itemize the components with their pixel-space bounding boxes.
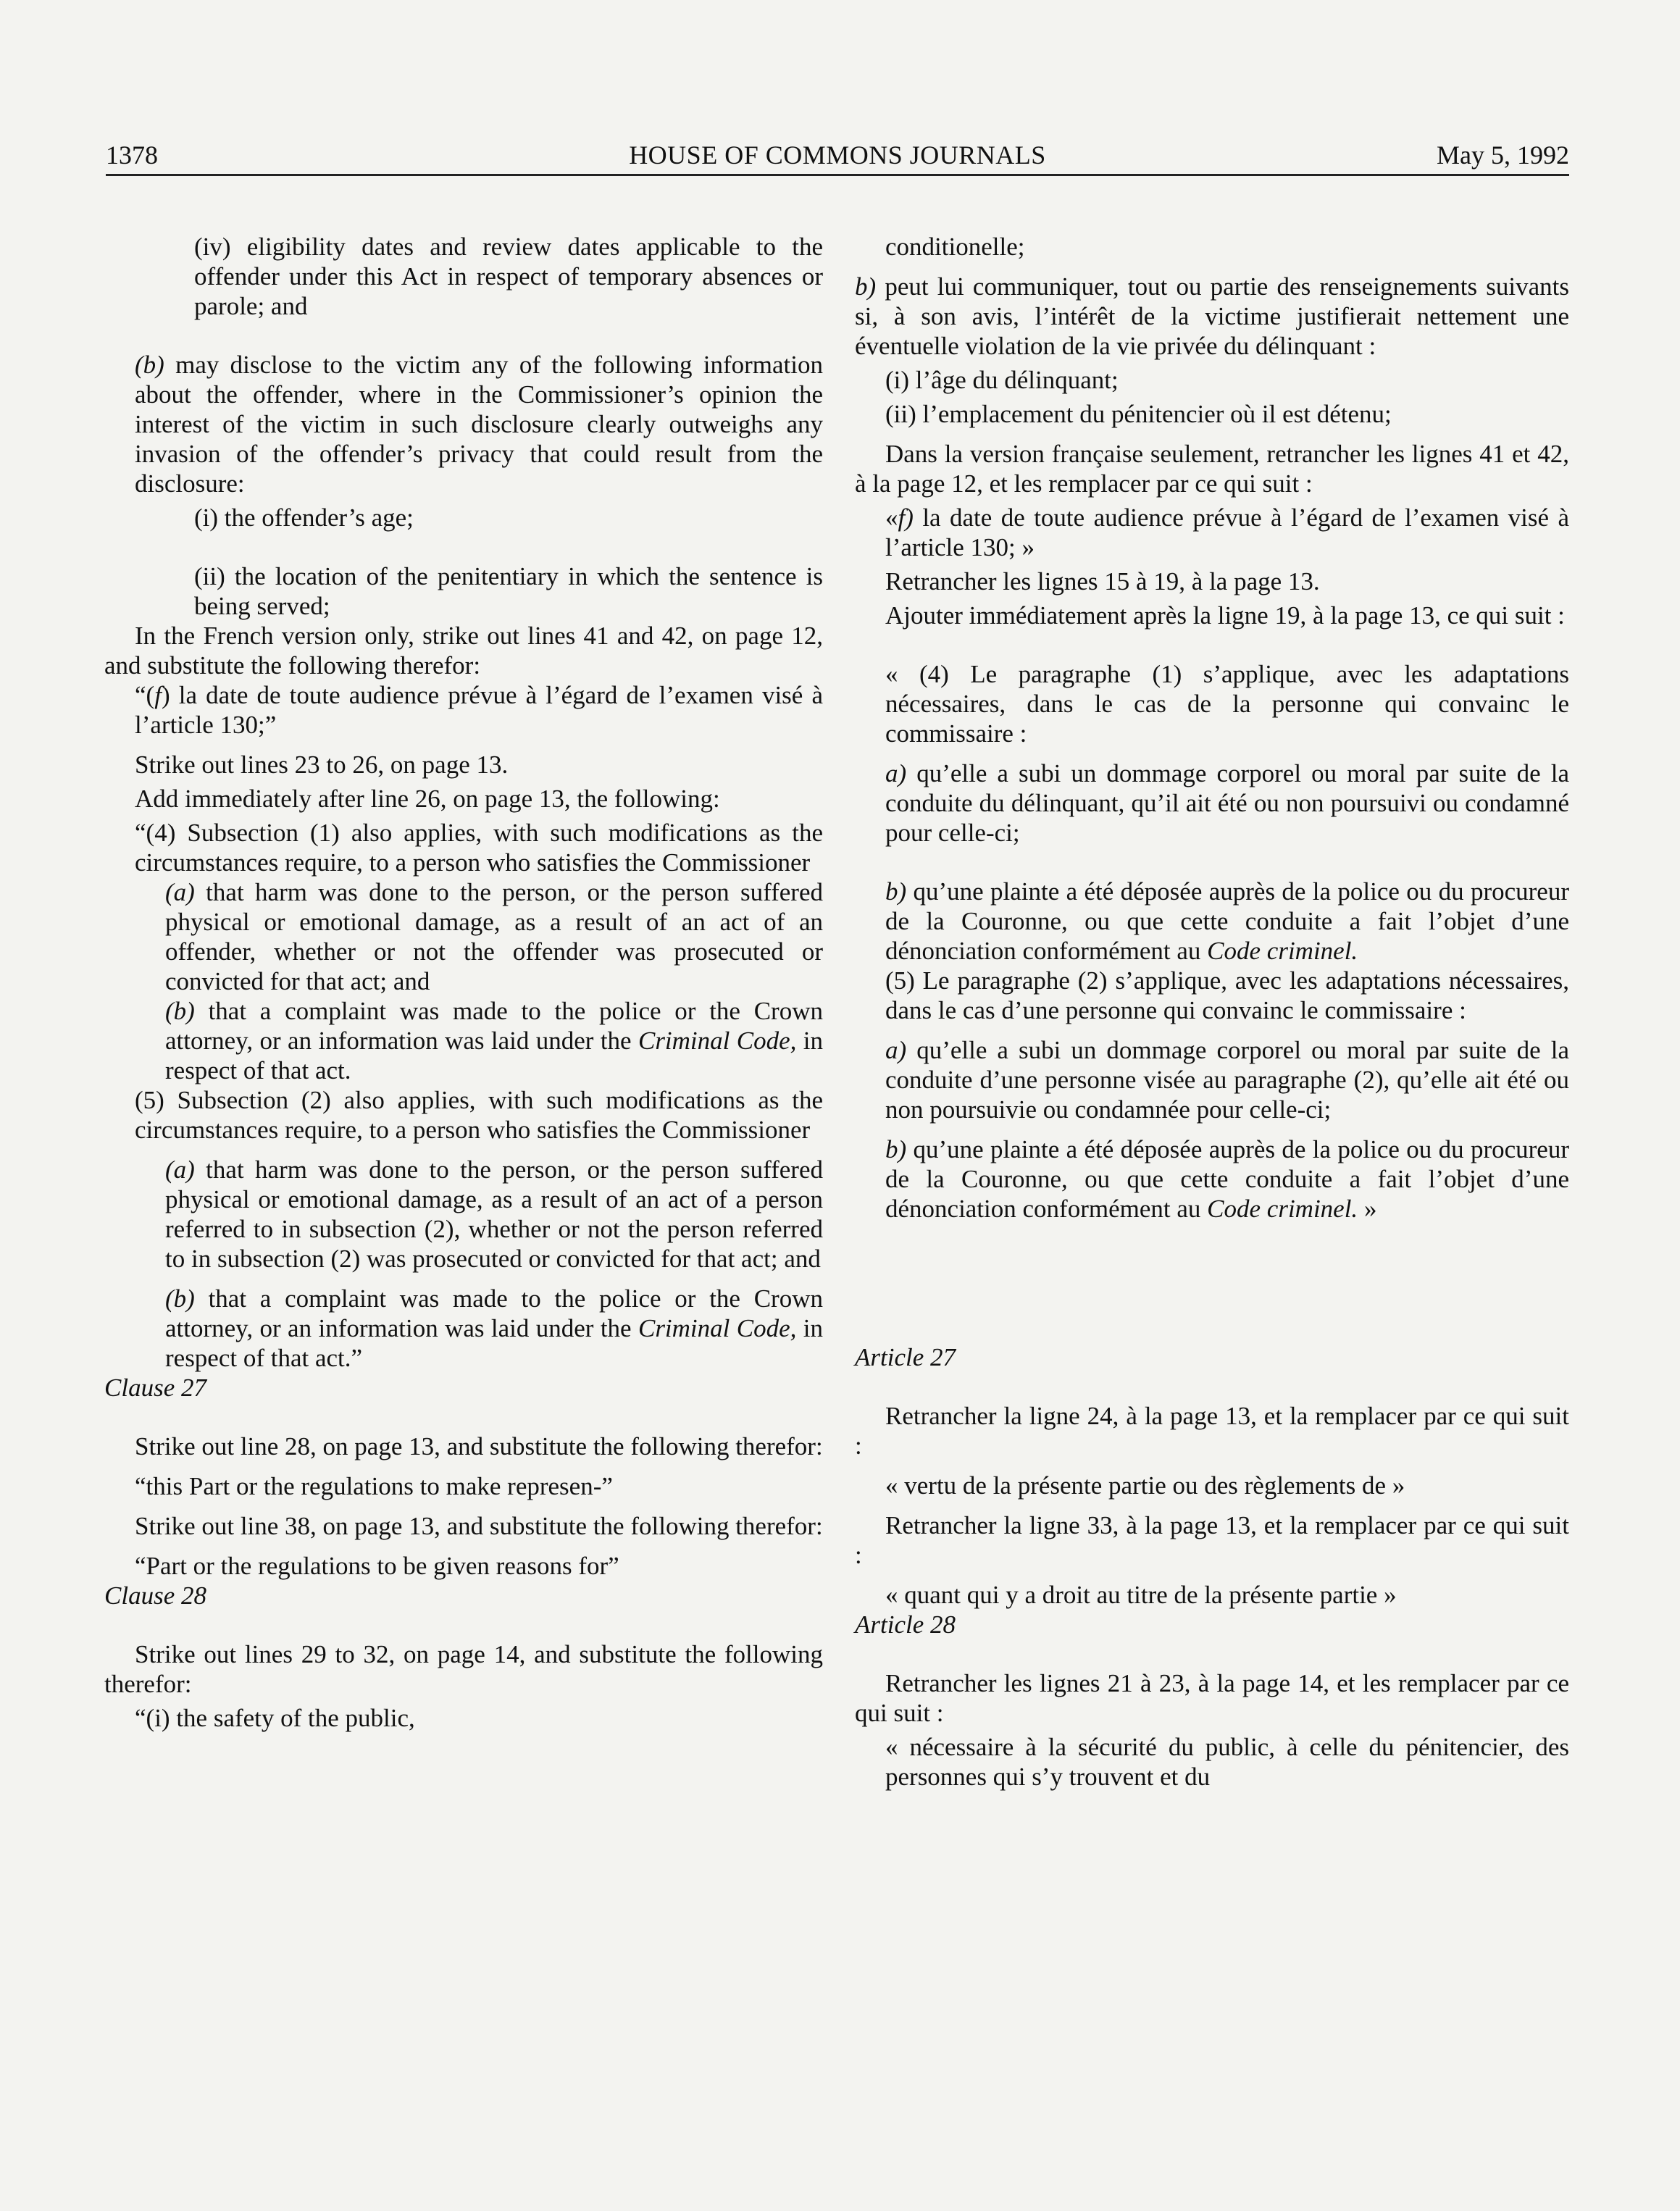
paragraph: Retrancher la ligne 24, à la page 13, et la remplacer par ce qui suit :: [855, 1402, 1569, 1460]
paragraph-text: in respect of that act.”: [165, 1314, 823, 1372]
item-mark: (a): [165, 878, 195, 906]
paragraph-text: peut lui communiquer, tout ou partie des renseignements suivants si, à son avis, l’intérêt de la victime justifierait nettement une éventuelle violation de la vie privée du délinquant :: [855, 272, 1569, 360]
paragraph-text: that a complaint was made to the police or the Crown attorney, or an information was laid under the: [165, 1284, 823, 1342]
paragraph: [104, 680, 823, 740]
paragraph-text: la date de toute audience prévue à l’égard de l’examen visé à l’article 130; »: [885, 503, 1569, 561]
paragraph: (i) the offender’s age;: [194, 503, 414, 532]
paragraph: « vertu de la présente partie ou des règlements de »: [885, 1471, 1405, 1500]
paragraph: [104, 877, 823, 996]
paragraph: Add immediately after line 26, on page 13, the following:: [135, 785, 720, 813]
paragraph-text: qu’elle a subi un dommage corporel ou moral par suite de la conduite d’une personne visée au paragraphe (2), qu’elle ait été ou non poursuivie ou condamnée pour celle-ci;: [885, 1036, 1569, 1124]
paragraph: « nécessaire à la sécurité du public, à celle du pénitencier, des personnes qui s’y trouvent et du: [885, 1733, 1569, 1791]
paragraph: [855, 877, 1569, 966]
paragraph: “this Part or the regulations to make represen-”: [135, 1472, 613, 1500]
item-mark: (b): [135, 351, 164, 379]
journal-date: May 5, 1992: [1437, 141, 1569, 170]
paragraph: Strike out line 28, on page 13, and substitute the following therefor:: [135, 1432, 823, 1460]
paragraph: [104, 350, 823, 498]
item-mark: (a): [165, 1155, 195, 1184]
code-reference: Criminal Code,: [638, 1314, 797, 1342]
clause-heading: Clause 28: [104, 1581, 206, 1610]
item-mark: (b): [165, 1284, 195, 1313]
paragraph: [855, 1035, 1569, 1124]
english-column: [104, 232, 823, 1733]
paragraph: [104, 1155, 823, 1274]
paragraph: (ii) l’emplacement du pénitencier où il est détenu;: [885, 400, 1392, 428]
paragraph: Ajouter immédiatement après la ligne 19, à la page 13, ce qui suit :: [885, 601, 1565, 630]
code-reference: Code criminel.: [1207, 1195, 1358, 1223]
paragraph: [855, 272, 1569, 361]
paragraph: [104, 1284, 823, 1373]
code-reference: Criminal Code,: [638, 1027, 797, 1055]
paragraph-text: qu’une plainte a été déposée auprès de la police ou du procureur de la Couronne, ou que cette conduite a fait l’objet d’une dénonciation conformément au: [885, 877, 1569, 965]
paragraph-text: that harm was done to the person, or the person suffered physical or emotional damage, as a result of an act of a person referred to in subsection (2), whether or not the person referred to in subsection (2) was prosecuted or convicted for that act; and: [165, 1155, 823, 1273]
item-mark: a): [885, 1036, 907, 1064]
paragraph-text: in respect of that act.: [165, 1027, 823, 1084]
paragraph-text: qu’elle a subi un dommage corporel ou moral par suite de la conduite du délinquant, qu’il ait été ou non poursuivi ou condamné pour celle-ci;: [885, 759, 1569, 847]
paragraph: “Part or the regulations to be given reasons for”: [135, 1552, 619, 1580]
french-column: [855, 232, 1569, 1792]
paragraph-text: “(: [135, 681, 155, 709]
item-mark: f): [898, 503, 914, 532]
paragraph: « (4) Le paragraphe (1) s’applique, avec les adaptations nécessaires, dans le cas de la personne qui convainc le commissaire :: [885, 660, 1569, 748]
paragraph: [855, 1134, 1569, 1224]
paragraph: “(4) Subsection (1) also applies, with such modifications as the circumstances require, to a person who satisfies the Commissioner: [135, 819, 823, 877]
paragraph: Retrancher les lignes 15 à 19, à la page 13.: [885, 567, 1320, 595]
paragraph: (5) Subsection (2) also applies, with such modifications as the circumstances require, to a person who satisfies the Commissioner: [135, 1086, 823, 1144]
item-mark: f: [154, 681, 162, 709]
paragraph: Strike out lines 29 to 32, on page 14, and substitute the following therefor:: [104, 1640, 823, 1698]
paragraph-text: qu’une plainte a été déposée auprès de la police ou du procureur de la Couronne, ou que cette conduite a fait l’objet d’une dénonciation conformément au: [885, 1135, 1569, 1223]
paragraph: (ii) the location of the penitentiary in which the sentence is being served;: [194, 562, 823, 620]
article-heading: Article 28: [855, 1610, 956, 1639]
paragraph: Retrancher la ligne 33, à la page 13, et la remplacer par ce qui suit :: [855, 1511, 1569, 1569]
paragraph: [104, 996, 823, 1085]
paragraph: [855, 758, 1569, 848]
paragraph-text: that a complaint was made to the police or the Crown attorney, or an information was laid under the: [165, 997, 823, 1055]
paragraph: (iv) eligibility dates and review dates applicable to the offender under this Act in respect of temporary absences or parole; and: [194, 233, 823, 320]
page-number: 1378: [106, 141, 158, 170]
paragraph-text: may disclose to the victim any of the following information about the offender, where in the Commissioner’s opinion the interest of the victim in such disclosure clearly outweighs any invasion of the offender’s privacy that could result from the disclosure:: [135, 351, 823, 498]
paragraph: (5) Le paragraphe (2) s’applique, avec les adaptations nécessaires, dans le cas d’une personne qui convainc le commissaire :: [885, 966, 1569, 1024]
item-mark: b): [855, 272, 877, 301]
paragraph-text: that harm was done to the person, or the person suffered physical or emotional damage, as a result of an act of an offender, whether or not the offender was prosecuted or convicted for that act; and: [165, 878, 823, 995]
item-mark: a): [885, 759, 907, 787]
item-mark: b): [885, 1135, 907, 1163]
item-mark: b): [885, 877, 907, 906]
item-mark: (b): [165, 997, 195, 1025]
journal-title: HOUSE OF COMMONS JOURNALS: [629, 141, 1046, 170]
article-heading: Article 27: [855, 1343, 956, 1371]
paragraph: Strike out lines 23 to 26, on page 13.: [135, 751, 509, 779]
code-reference: Code criminel.: [1207, 937, 1358, 965]
paragraph-text: ) la date de toute audience prévue à l’égard de l’examen visé à l’article 130;”: [135, 681, 823, 739]
paragraph: Dans la version française seulement, retrancher les lignes 41 et 42, à la page 12, et les remplacer par ce qui suit :: [855, 440, 1569, 498]
paragraph-text: «: [885, 503, 898, 532]
paragraph: [855, 503, 1569, 562]
paragraph: « quant qui y a droit au titre de la présente partie »: [885, 1581, 1397, 1609]
paragraph: (i) l’âge du délinquant;: [885, 366, 1119, 394]
paragraph: Strike out line 38, on page 13, and substitute the following therefor:: [135, 1512, 823, 1540]
page-header: [106, 136, 1569, 176]
paragraph: In the French version only, strike out lines 41 and 42, on page 12, and substitute the following therefor:: [104, 622, 823, 680]
paragraph-text: »: [1358, 1195, 1377, 1223]
clause-heading: Clause 27: [104, 1374, 206, 1402]
paragraph: Retrancher les lignes 21 à 23, à la page 14, et les remplacer par ce qui suit :: [855, 1669, 1569, 1727]
paragraph: “(i) the safety of the public,: [135, 1704, 415, 1732]
paragraph: conditionelle;: [885, 233, 1025, 261]
